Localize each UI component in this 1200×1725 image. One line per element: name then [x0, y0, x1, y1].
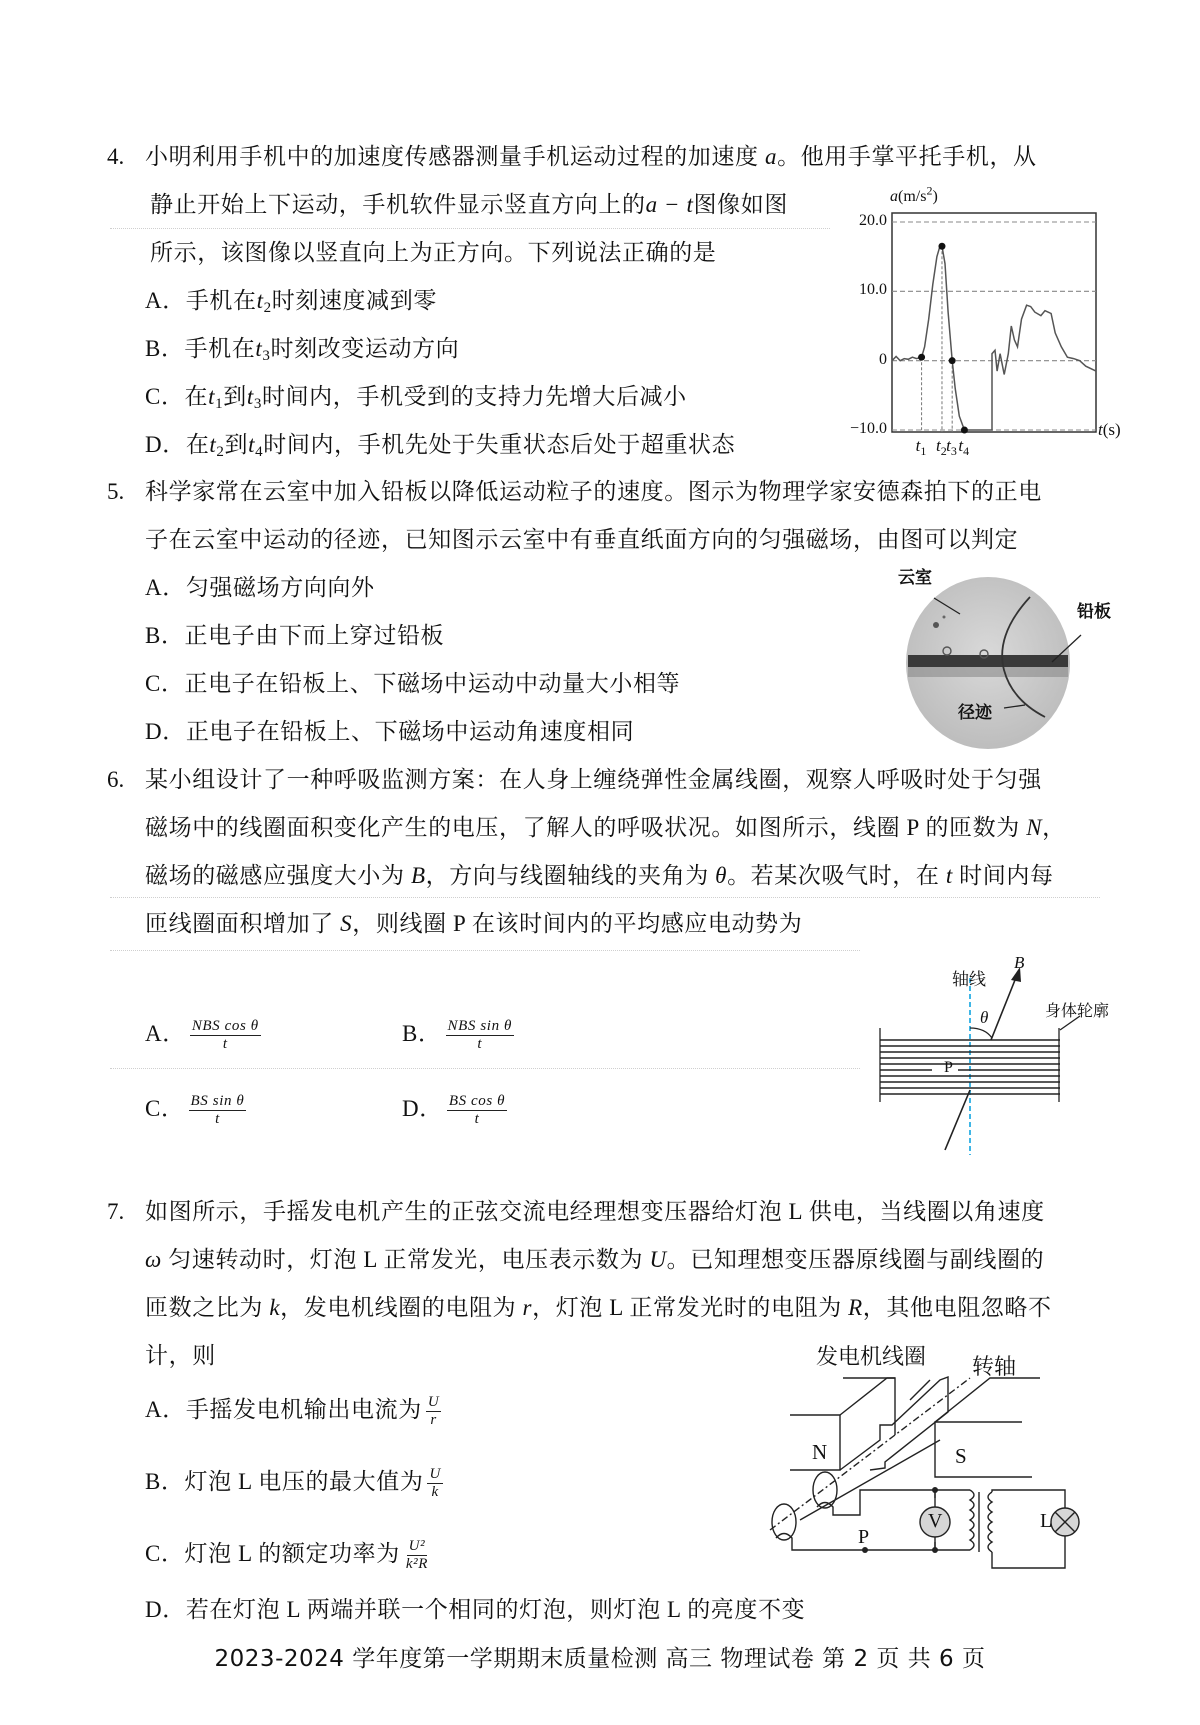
label-theta: θ: [980, 1008, 989, 1027]
option-a[interactable]: A．手摇发电机输出电流为 $\frac{U}{r}$: [145, 1394, 440, 1428]
chart-marker-point: [949, 357, 956, 364]
question-stem-line: 小明利用手机中的加速度传感器测量手机运动过程的加速度 a。他用手掌平托手机，从: [145, 144, 1037, 169]
question-stem-line: ω 匀速转动时，灯泡 L 正常发光，电压表示数为 U。已知理想变压器原线圈与副线圈的: [145, 1247, 1045, 1272]
label-body-outline: 身体轮廓: [1045, 1001, 1110, 1020]
chart-time-marker-label: $t_3$: [946, 436, 957, 458]
option-c[interactable]: C． $\frac{\text{BS sin θ}}{t}$: [145, 1093, 245, 1127]
option-a[interactable]: A． $\frac{\text{NBS cos θ}}{t}$: [145, 1018, 259, 1052]
question-stem-line: 静止开始上下运动，手机软件显示竖直方向上的a − t图像如图: [150, 192, 788, 217]
chart-series-line: [892, 246, 1096, 430]
label-axis: 轴线: [952, 970, 986, 990]
magnet-s: [935, 1422, 1032, 1477]
field-line-lower: [945, 1090, 970, 1150]
option-b[interactable]: B． $\frac{\text{NBS sin θ}}{t}$: [402, 1018, 512, 1052]
label-north-pole: N: [812, 1440, 828, 1464]
breathing-coil-figure: [870, 950, 1150, 1180]
cloud-chamber-figure: [900, 565, 1140, 755]
option-b[interactable]: B．正电子由下而上穿过铅板: [145, 623, 445, 648]
dotted-divider: [110, 897, 1100, 898]
chart-y-axis-label: $a(m/s^2)$: [890, 183, 938, 205]
question-stem-line: 匝数之比为 k，发电机线圈的电阻为 r，灯泡 L 正常发光时的电阻为 R，其他电阻忽略不: [145, 1295, 1052, 1320]
primary-winding: [970, 1490, 974, 1550]
chart-y-tick-label: 20.0: [859, 212, 887, 229]
question-stem-line: 科学家常在云室中加入铅板以降低运动粒子的速度。图示为物理学家安德森拍下的正电: [145, 479, 1042, 504]
chart-y-tick-label: −10.0: [849, 420, 887, 437]
option-c[interactable]: C．正电子在铅板上、下磁场中运动中动量大小相等: [145, 671, 681, 696]
chart-x-axis-label: t(s): [1098, 420, 1121, 439]
label-voltmeter: V: [928, 1510, 943, 1532]
question-stem-line: 匝线圈面积增加了 S，则线圈 P 在该时间内的平均感应电动势为: [145, 911, 803, 936]
chart-time-marker-label: $t_2$: [935, 436, 947, 458]
label-track: 径迹: [958, 703, 992, 723]
label-south-pole: S: [955, 1444, 967, 1468]
question-stem-line: 所示，该图像以竖直向上为正方向。下列说法正确的是: [150, 240, 717, 265]
question-stem-line: 某小组设计了一种呼吸监测方案：在人身上缠绕弹性金属线圈，观察人呼吸时处于匀强: [145, 767, 1042, 792]
secondary-winding: [988, 1492, 992, 1552]
question-number: 5.: [107, 479, 125, 504]
option-d[interactable]: D．正电子在铅板上、下磁场中运动角速度相同: [145, 719, 635, 744]
chart-y-tick-label: 10.0: [859, 281, 887, 299]
chart-time-marker-label: $t_1$: [915, 436, 927, 458]
chart-marker-point: [938, 243, 945, 250]
chart-y-tick-label: 0: [879, 350, 887, 368]
option-c[interactable]: C．灯泡 L 的额定功率为 $\frac{\text{U²}}{\text{k²R}}$: [145, 1538, 428, 1572]
question-number: 7.: [107, 1199, 125, 1224]
question-number: 4.: [107, 144, 125, 169]
label-point-p: P: [858, 1526, 870, 1548]
page-footer: 2023-2024 学年度第一学期期末质量检测 高三 物理试卷 第 2 页 共 6 页: [214, 1646, 986, 1672]
option-b[interactable]: B．手机在$t_3$时刻改变运动方向: [145, 336, 460, 364]
acceleration-time-chart: [0, 0, 1200, 500]
dotted-divider: [110, 950, 860, 951]
label-cloud-chamber: 云室: [898, 568, 932, 588]
generator-coil: [840, 1377, 948, 1470]
label-shaft: 转轴: [972, 1355, 1017, 1380]
question-stem-line: 如图所示，手摇发电机产生的正弦交流电经理想变压器给灯泡 L 供电，当线圈以角速度: [145, 1199, 1045, 1224]
chart-time-marker-label: $t_4$: [958, 436, 970, 458]
option-a[interactable]: A．匀强磁场方向向外: [145, 575, 375, 600]
chart-plot-frame: [892, 213, 1096, 432]
label-field-b: B: [1014, 953, 1025, 972]
label-lamp: L: [1040, 1510, 1053, 1532]
question-stem-line: 计，则: [145, 1343, 216, 1368]
lead-plate: [908, 655, 1068, 667]
option-c[interactable]: C．在$t_1$到$t_3$时间内，手机受到的支持力先增大后减小: [145, 384, 687, 412]
option-b[interactable]: B．灯泡 L 电压的最大值为 $\frac{U}{k}$: [145, 1466, 441, 1500]
option-d[interactable]: D． $\frac{\text{BS cos θ}}{t}$: [402, 1093, 506, 1127]
label-lead-plate: 铅板: [1077, 602, 1111, 622]
dotted-divider: [110, 1068, 860, 1069]
question-stem-line: 磁场的磁感应强度大小为 B，方向与线圈轴线的夹角为 θ。若某次吸气时，在 t 时间内每: [145, 863, 1054, 888]
chart-marker-point: [918, 354, 925, 361]
label-coil-p: P: [944, 1059, 953, 1076]
option-d[interactable]: D．在$t_2$到$t_4$时间内，手机先处于失重状态后处于超重状态: [145, 432, 736, 460]
chart-marker-point: [961, 427, 968, 434]
question-stem-line: 磁场中的线圈面积变化产生的电压，了解人的呼吸状况。如图所示，线圈 P 的匝数为 N，: [145, 815, 1066, 840]
question-number: 6.: [107, 767, 125, 792]
option-a[interactable]: A．手机在$t_2$时刻速度减到零: [145, 288, 437, 316]
question-stem-line: 子在云室中运动的径迹，已知图示云室中有垂直纸面方向的匀强磁场，由图可以判定: [145, 527, 1019, 552]
option-d[interactable]: D．若在灯泡 L 两端并联一个相同的灯泡，则灯泡 L 的亮度不变: [145, 1597, 806, 1622]
field-vector-b: [991, 975, 1017, 1040]
label-generator-coil: 发电机线圈: [816, 1345, 927, 1370]
